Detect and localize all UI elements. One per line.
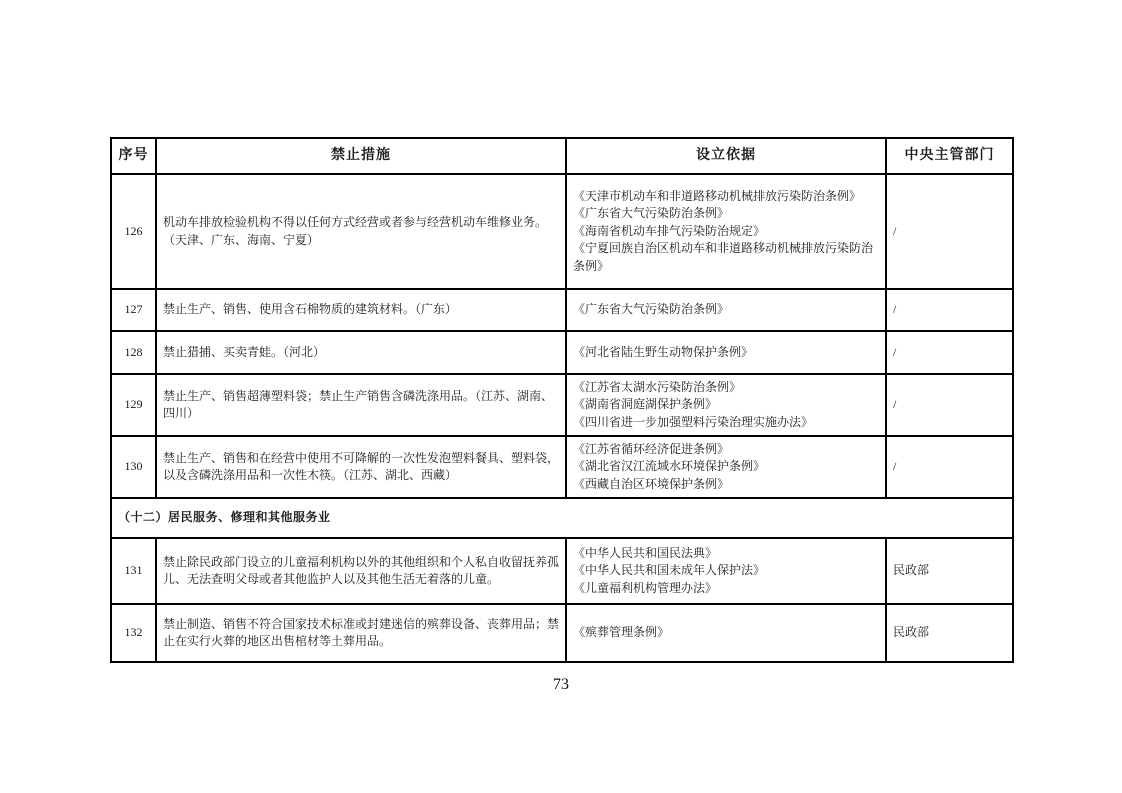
row-number: 132 xyxy=(111,604,156,662)
table-row xyxy=(111,174,1013,289)
table-row xyxy=(111,436,1013,498)
table-row xyxy=(111,538,1013,604)
row-number: 130 xyxy=(111,436,156,498)
row-number: 127 xyxy=(111,289,156,331)
page-number: 73 xyxy=(553,676,569,693)
department-cell: / xyxy=(886,174,1013,289)
header-serial-number: 序号 xyxy=(111,138,156,174)
basis-line: 《宁夏回族自治区机动车和非道路移动机械排放污染防治条例》 xyxy=(573,241,874,273)
department-cell: / xyxy=(886,436,1013,498)
section-title: （十二）居民服务、修理和其他服务业 xyxy=(111,498,1013,538)
basis-cell xyxy=(566,538,886,604)
department-cell: / xyxy=(886,289,1013,331)
measure-cell: 禁止生产、销售超薄塑料袋；禁止生产销售含磷洗涤用品。（江苏、湖南、四川） xyxy=(156,374,566,436)
department-cell: 民政部 xyxy=(886,604,1013,662)
measure-cell: 禁止除民政部门设立的儿童福利机构以外的其他组织和个人私自收留抚养孤儿、无法查明父母或者其他监护人以及其他生活无着落的儿童。 xyxy=(156,538,566,604)
row-number: 126 xyxy=(111,174,156,289)
section-header-row xyxy=(111,498,1013,538)
basis-line: 《中华人民共和国民法典》 xyxy=(573,545,718,560)
table-header-row xyxy=(111,138,1013,174)
table-row xyxy=(111,331,1013,374)
measure-cell: 禁止制造、销售不符合国家技术标准或封建迷信的殡葬设备、丧葬用品；禁止在实行火葬的地区出售棺材等土葬用品。 xyxy=(156,604,566,662)
prohibition-table xyxy=(110,137,1014,663)
basis-line: 《四川省进一步加强塑料污染治理实施办法》 xyxy=(573,414,814,429)
basis-line: 《海南省机动车排气污染防治规定》 xyxy=(573,223,766,238)
table-row xyxy=(111,374,1013,436)
row-number: 131 xyxy=(111,538,156,604)
department-cell: / xyxy=(886,331,1013,374)
header-establishment-basis: 设立依据 xyxy=(566,138,886,174)
basis-line: 《西藏自治区环境保护条例》 xyxy=(573,476,730,491)
basis-cell xyxy=(566,374,886,436)
table-row xyxy=(111,289,1013,331)
basis-line: 《殡葬管理条例》 xyxy=(573,625,670,640)
basis-cell xyxy=(566,436,886,498)
measure-cell: 禁止猎捕、买卖青蛙。（河北） xyxy=(156,331,566,374)
basis-line: 《天津市机动车和非道路移动机械排放污染防治条例》 xyxy=(573,188,862,203)
basis-line: 《湖北省汉江流域水环境保护条例》 xyxy=(573,459,766,474)
basis-cell xyxy=(566,174,886,289)
basis-line: 《湖南省洞庭湖保护条例》 xyxy=(573,397,718,412)
basis-cell xyxy=(566,604,886,662)
basis-line: 《江苏省循环经济促进条例》 xyxy=(573,441,730,456)
measure-cell: 机动车排放检验机构不得以任何方式经营或者参与经营机动车维修业务。（天津、广东、海南、宁夏） xyxy=(156,174,566,289)
basis-line: 《中华人民共和国未成年人保护法》 xyxy=(573,563,766,578)
table-row xyxy=(111,604,1013,662)
measure-cell: 禁止生产、销售、使用含石棉物质的建筑材料。（广东） xyxy=(156,289,566,331)
basis-cell xyxy=(566,289,886,331)
department-cell: 民政部 xyxy=(886,538,1013,604)
basis-cell xyxy=(566,331,886,374)
department-cell: / xyxy=(886,374,1013,436)
header-central-department: 中央主管部门 xyxy=(886,138,1013,174)
basis-line: 《广东省大气污染防治条例》 xyxy=(573,206,730,221)
row-number: 128 xyxy=(111,331,156,374)
basis-line: 《河北省陆生野生动物保护条例》 xyxy=(573,344,754,359)
measure-cell: 禁止生产、销售和在经营中使用不可降解的一次性发泡塑料餐具、塑料袋，以及含磷洗涤用品和一次性木筷。（江苏、湖北、西藏） xyxy=(156,436,566,498)
basis-line: 《儿童福利机构管理办法》 xyxy=(573,580,718,595)
header-prohibited-measure: 禁止措施 xyxy=(156,138,566,174)
row-number: 129 xyxy=(111,374,156,436)
basis-line: 《江苏省太湖水污染防治条例》 xyxy=(573,379,742,394)
basis-line: 《广东省大气污染防治条例》 xyxy=(573,302,730,317)
